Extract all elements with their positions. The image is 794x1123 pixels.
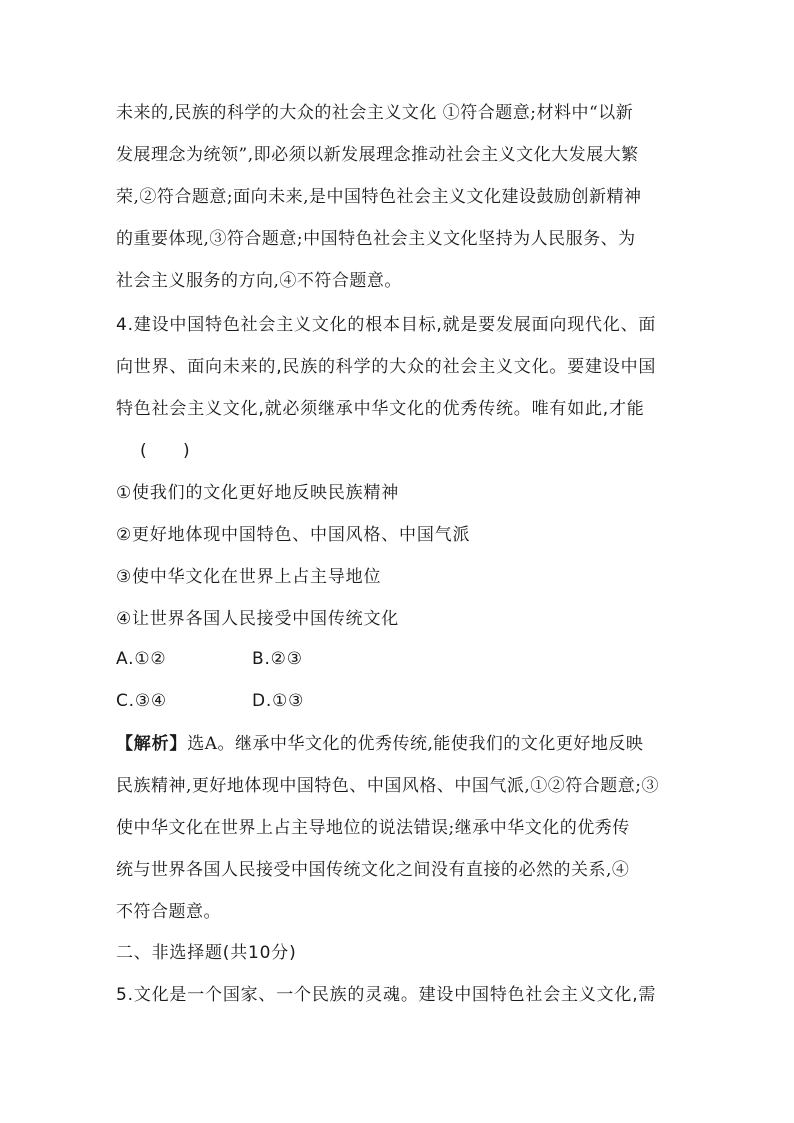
question4-stem-line-1: 4.建设中国特色社会主义文化的根本目标,就是要发展面向现代化、面 xyxy=(116,315,657,335)
question4-stem-line-2: 向世界、面向未来的,民族的科学的大众的社会主义文化。要建设中国 xyxy=(116,357,657,377)
question4-answer-blank: ( ) xyxy=(140,441,191,461)
prev-analysis-line-5: 社会主义服务的方向,④不符合题意。 xyxy=(116,271,402,291)
prev-analysis-line-3: 荣,②符合题意;面向未来,是中国特色社会主义文化建设鼓励创新精神 xyxy=(116,187,642,207)
question4-analysis-line-5: 不符合题意。 xyxy=(116,902,221,922)
question4-analysis-line-1 xyxy=(116,729,696,759)
analysis-first-line: 选A。继承中华文化的优秀传统,能使我们的文化更好地反映 xyxy=(187,734,644,754)
prev-analysis-line-2: 发展理念为统领”,即必须以新发展理念推动社会主义文化大发展大繁 xyxy=(116,145,639,165)
question4-statement-1: ①使我们的文化更好地反映民族精神 xyxy=(116,483,400,503)
option-b: B.②③ xyxy=(252,649,303,669)
analysis-tag: 【解析】 xyxy=(116,734,188,754)
question4-stem-line-3: 特色社会主义文化,就必须继承中华文化的优秀传统。唯有如此,才能 xyxy=(116,399,645,419)
question4-statement-4: ④让世界各国人民接受中国传统文化 xyxy=(116,609,400,629)
question4-analysis-line-2: 民族精神,更好地体现中国特色、中国风格、中国气派,①②符合题意;③ xyxy=(116,776,660,796)
question5-stem-line-1: 5.文化是一个国家、一个民族的灵魂。建设中国特色社会主义文化,需 xyxy=(116,985,657,1005)
option-a: A.①② xyxy=(116,649,167,669)
option-d: D.①③ xyxy=(252,691,305,711)
prev-analysis-line-4: 的重要体现,③符合题意;中国特色社会主义文化坚持为人民服务、为 xyxy=(116,229,636,249)
question4-analysis-line-3: 使中华文化在世界上占主导地位的说法错误;继承中华文化的优秀传 xyxy=(116,818,630,838)
section2-heading: 二、非选择题(共10分) xyxy=(116,943,297,963)
prev-analysis-line-1: 未来的,民族的科学的大众的社会主义文化 ①符合题意;材料中“以新 xyxy=(116,103,634,123)
question4-options-row-2 xyxy=(116,686,696,716)
option-c: C.③④ xyxy=(116,691,167,711)
question4-statement-2: ②更好地体现中国特色、中国风格、中国气派 xyxy=(116,525,471,545)
question4-analysis-line-4: 统与世界各国人民接受中国传统文化之间没有直接的必然的关系,④ xyxy=(116,860,630,880)
question4-options-row-1 xyxy=(116,644,696,674)
question4-statement-3: ③使中华文化在世界上占主导地位 xyxy=(116,567,382,587)
